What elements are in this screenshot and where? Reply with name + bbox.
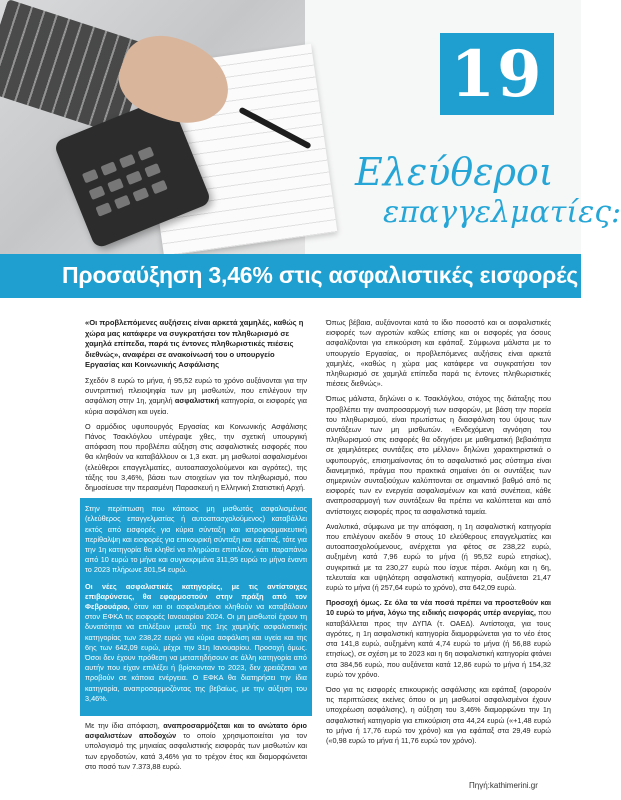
right-paragraph-3: Αναλυτικά, σύμφωνα με την απόφαση, η 1η ασφαλιστική κατηγορία που επιλέγουν ακεδόν 9 στους 10 ελεύθερους επαγγελματίες και αυτοαπασχολούμενους, ανέρχεται για φέτος σε 238,22 ευρώ, αυξημένη κατά 7,96 ευρώ το μήνα (ή 95,52 ευρώ ετησίως), συγκριτικά με τα 230,27 ευρώ που ίσχυε πέρσι. Ακόμη και η 6η, τελευταία και υψηλότερη ασφαλιστική κατηγορία, αυξάνεται 21,47 ευρώ το μήνα (ή 257,64 ευρώ το χρόνο), στα 642,09 ευρώ. — [326, 521, 551, 593]
left-p1-text-a: Σχεδόν 8 ευρώ το μήνα, ή 95,52 ευρώ το χρόνο αυξάνονται για την συντριπτική πλειοψηφία των μη μισθωτών, που επιλέγουν την ασφάλιση στην 1η, χαμηλή — [85, 375, 307, 406]
left-p1-bold: ασφαλιστική — [174, 396, 219, 406]
lead-paragraph: «Οι προβλεπόμενες αυξήσεις είναι αρκετά χαμηλές, καθώς η χώρα μας κατάφερε να συγκρατήσει τον πληθωρισμό σε χαμηλά επίπεδα, παρά τις έντονες πληθωριστικές πιέσεις διεθνώς», αναφέρει σε ανακοίνωσή του ο υπουργείο Εργασίας και Κοινωνικής Ασφάλισης — [85, 318, 304, 370]
left-p3-bold: αναπροσαρμόζεται και το ανώτατο όριο ασφαλιστέων αποδοχών — [85, 721, 307, 741]
headline-script-line2: επαγγελματίες: — [383, 195, 621, 230]
right-column — [326, 318, 551, 751]
left-paragraph-2: Ο αρμόδιος υφυπουργός Εργασίας και Κοινωνικής Ασφάλισης Πάνος Τσακλόγλου υπέγραψε χθες, την σχετική υπουργική απόφαση που προβλέπει αύξηση στις ασφαλιστικές εισφορές που θα κληθούν να καταβάλλουν οι 1,3 εκατ. μη μισθωτοί ασφαλισμένοι (ελεύθεροι επαγγελματίες, αυτοαπασχολούμενοι και αγρότες), της τάξης του 3,46%, βάσει των στοιχείων για τον πληθωρισμό, που δημοσίευσε την περασμένη Παρασκευή η Ελληνική Στατιστική Αρχή. — [85, 421, 307, 492]
left-column — [85, 318, 307, 777]
box-p2-bold: Οι νέες ασφαλιστικές κατηγορίες, με τις αντίστοιχες επιβαρύνσεις, θα εφαρμοστούν στην πράξη από τον Φεβρουάριο, — [85, 581, 307, 612]
left-p3-text-b: το οποίο χρησιμοποιείται για τον υπολογισμό της μηνιαίας ασφαλιστικής εισφοράς των μισθωτών και των εργοδοτών, κατά 3,46% για το τρέχον έτος και διαμορφώνεται στο ποσό των 7.373,88 ευρώ. — [85, 731, 307, 771]
office-desk-photo — [0, 0, 305, 260]
left-p1-text-b: κατηγορία, οι εισφορές για κύρια ασφάλιση και υγεία. — [85, 396, 307, 416]
right-paragraph-1: Όπως βέβαια, αυξάνονται κατά το ίδιο ποσοστό και οι ασφαλιστικές εισφορές των αγροτών καθώς επίσης και οι εισφορές για όσους ασφαλίζονται για επικούριση και εφάπαξ. Σύμφωνα μάλιστα με το υπουργείο Εργασίας, οι προβλεπόμενες αυξήσεις είναι αρκετά χαμηλές, «καθώς η χώρα μας κατάφερε να συγκρατήσει τον πληθωρισμό σε χαμηλά επίπεδα παρά τις έντονες πληθωριστικές πιέσεις διεθνώς». — [326, 318, 551, 389]
left-p3-text-a: Με την ίδια απόφαση, — [85, 721, 164, 731]
box-paragraph-1: Στην περίπτωση που κάποιος μη μισθωτός ασφαλισμένος (ελεύθερος επαγγελματίας ή αυτοαπασχολούμενος) καταβάλλει εκτός από εισφορές για κύρια σύνταξη και ιατροφαρμακευτική περίθαλψη και εισφορές για επικουρική σύνταξη και εφάπαξ, τότε για την 1η κατηγορία θα κληθεί να πληρώσει επιπλέον, κάτι παραπάνω από 10 ευρώ το μήνα και συγκεκριμένα 311,95 ευρώ το μήνα έναντι το 2023 πλήρωνε 301,54 ευρώ. — [85, 504, 307, 575]
right-p4-text: που καταβάλλεται προς την ΔΥΠΑ (τ. ΟΑΕΔ). Αντίστοιχα, για τους αγρότες, η 1η ασφαλιστική κατηγορία διαμορφώνεται για το νέο έτος στα 141,8 ευρώ, αυξημένη κατά 4,74 ευρώ το μήνα (ή 56,88 ευρώ ετησίως), σε σχέση με το 2023 και η 6η ασφαλιστική κατηγορία φτάνει στα 384,56 ευρώ, που αυξάνεται κατά 12,86 ευρώ το μήνα ή 154,32 ευρώ τον χρόνο. — [326, 608, 551, 679]
issue-number-badge: 19 — [440, 33, 554, 115]
box-paragraph-2 — [85, 582, 307, 704]
left-paragraph-3 — [85, 721, 307, 772]
right-p4-bold: Προσοχή όμως. Σε όλα τα νέα ποσά πρέπει να προστεθούν και 10 ευρώ το μήνα, λόγω της ειδικής εισφοράς υπέρ ανεργίας, — [326, 598, 551, 618]
headline-script-line1: Ελεύθεροι — [355, 150, 554, 194]
banner-title: Προσαύξηση 3,46% στις ασφαλιστικές εισφορές — [62, 262, 579, 288]
box-p2-text: όταν και οι ασφαλισμένοι κληθούν να καταβάλουν στον ΕΦΚΑ τις εισφορές Ιανουαρίου 2024. Οι μη μισθωτοί έχουν τη δυνατότητα να επιλέξουν μεταξύ της 1ης χαμηλής ασφαλιστικής κατηγορίας των 238,22 ευρώ για κύρια ασφάλιση και υγεία και της 6ης των 642,09 ευρώ, μέχρι την 31η Ιανουαρίου. Προσοχή όμως. Όσοι δεν έχουν πρόθεση να μεταπηδήσουν σε άλλη κατηγορία από αυτήν που είχαν επιλέξει ή βρίσκονταν το 2023, δεν χρειάζεται να προβούν σε κάποια ενέργεια. Ο ΕΦΚΑ θα διατηρήσει την ίδια κατηγορία, αναπροσαρμοζόντας της βεβαίως, με την αύξηση του 3,46%. — [85, 602, 307, 703]
source-credit: Πηγή:kathimerini.gr — [469, 781, 538, 790]
highlight-box — [80, 498, 312, 716]
left-paragraph-1 — [85, 376, 307, 417]
right-paragraph-2: Όπως μάλιστα, δηλώνει ο κ. Τσακλόγλου, στόχος της διάταξης που προβλέπει την αναπροσαρμογή των εισφορών, με βάση την πορεία του πληθωρισμού, είναι πρωτίστως η διασφάλιση του ύψους των συντάξεων των μη μισθωτών. «Ενδεχόμενη αγνόηση του πληθωρισμού στις εισφορές θα οδηγήσει με μαθηματική βεβαιότητα σε χαμηλότερες συντάξεις στο μέλλον» δηλώνει χαρακτηριστικά ο υφυπουργός, επισημαίνοντας ότι το ασφαλιστικό μας σύστημα είναι διανεμητικό, πράγμα που πρακτικά σημαίνει ότι οι συντάξεις των σημερινών συνταξιούχων καλύπτονται σε σημαντικό βαθμό από τις εισφορές των εν ενεργεία ασφαλισμένων και κατά συνέπεια, κάθε αναπροσαρμογή των συντάξεων θα πρέπει να καλύπτεται και από αντίστοιχες εισφορές προς τα ασφαλιστικά ταμεία. — [326, 394, 551, 516]
right-paragraph-4 — [326, 598, 551, 680]
right-paragraph-5: Όσο για τις εισφορές επικουρικής ασφάλισης και εφάπαξ (αφορούν τις περιπτώσεις εκείνες όπου οι μη μισθωτοί ασφαλισμένοι έχουν υποχρέωση ασφάλισης), η αύξηση του 3,46% διαμορφώνει την 1η ασφαλιστική κατηγορία για επικούριση στα 44,24 ευρώ («+1,48 ευρώ το μήνα ή 17,76 ευρώ τον χρόνο) και για εφάπαξ στα 29,49 ευρώ («0,98 ευρώ το μήνα ή 11,76 ευρώ τον χρόνο). — [326, 684, 551, 745]
hero-image — [0, 0, 621, 260]
